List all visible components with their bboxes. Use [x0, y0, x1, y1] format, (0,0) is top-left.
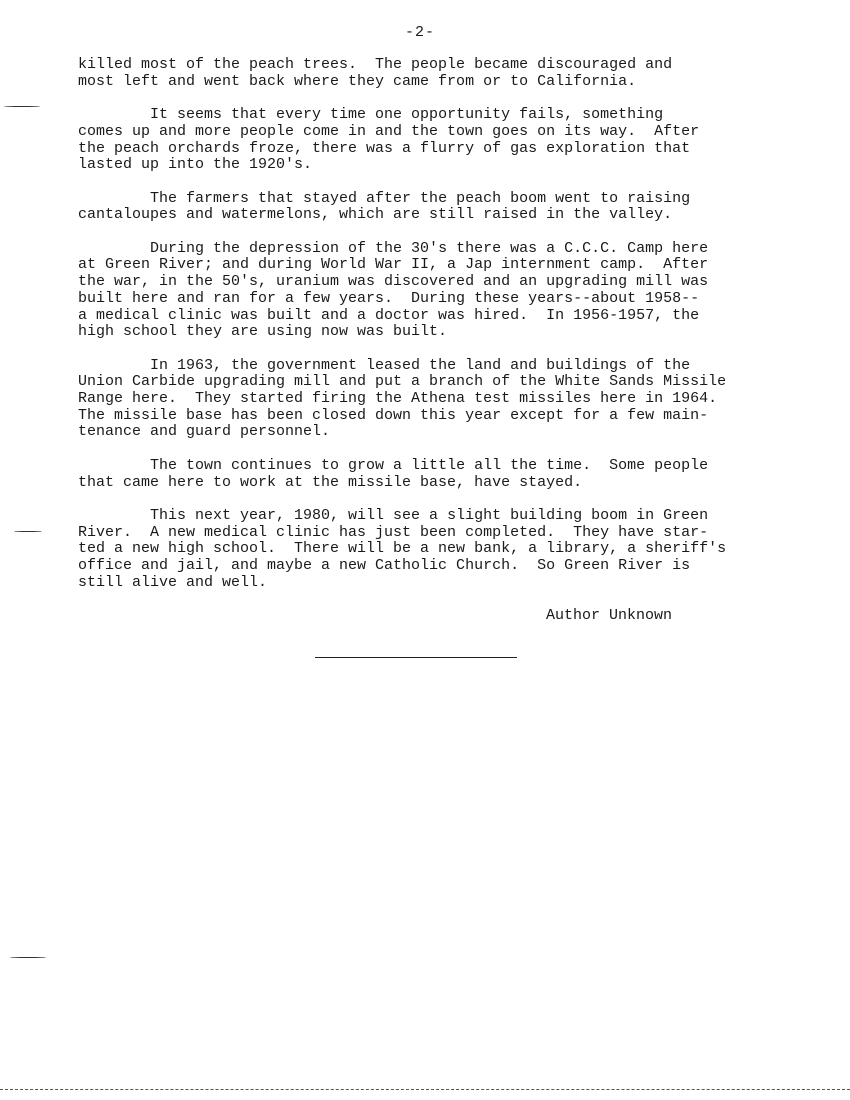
author-signature: Author Unknown	[546, 607, 673, 624]
scan-mark-middle	[14, 531, 42, 532]
scan-bottom-edge	[0, 1089, 850, 1090]
paragraph-2: It seems that every time one opportunity fails, something comes up and more people come in and the town goes on its way. After the peach orchards froze, there was a flurry of gas exploration that lasted up into the 1920's.	[78, 106, 700, 174]
scan-mark-bottom	[10, 957, 46, 958]
scan-mark-top	[4, 106, 40, 107]
body-text	[78, 57, 798, 608]
paragraph-5: In 1963, the government leased the land and buildings of the Union Carbide upgrading mill and put a branch of the White Sands Missile Range here. They started firing the Athena test missiles here in 1964. The missile base has been closed down this year except for a few main- tenance and guard personnel.	[78, 356, 727, 441]
paragraph-7: This next year, 1980, will see a slight building boom in Green River. A new medical clinic has just been completed. They have star- ted a new high school. There will be a new bank, a library, a sheriff's office and jail, and maybe a new Catholic Church. So Green River is still alive and well.	[78, 506, 727, 591]
paragraph-4: During the depression of the 30's there was a C.C.C. Camp here at Green River; and during World War II, a Jap internment camp. After the war, in the 50's, uranium was discovered and an upgrading mill was built here and ran for a few years. During these years--about 1958-- a medical clinic was built and a doctor was hired. In 1956-1957, the high school they are using now was built.	[78, 239, 709, 341]
paragraph-3: The farmers that stayed after the peach boom went to raising cantaloupes and watermelons, which are still raised in the valley.	[78, 189, 691, 224]
page-number: -2-	[404, 24, 435, 41]
closing-rule	[315, 657, 517, 658]
paragraph-1: killed most of the peach trees. The people became discouraged and most left and went back where they came from or to California.	[78, 56, 673, 90]
paragraph-6: The town continues to grow a little all the time. Some people that came here to work at the missile base, have stayed.	[78, 456, 709, 491]
